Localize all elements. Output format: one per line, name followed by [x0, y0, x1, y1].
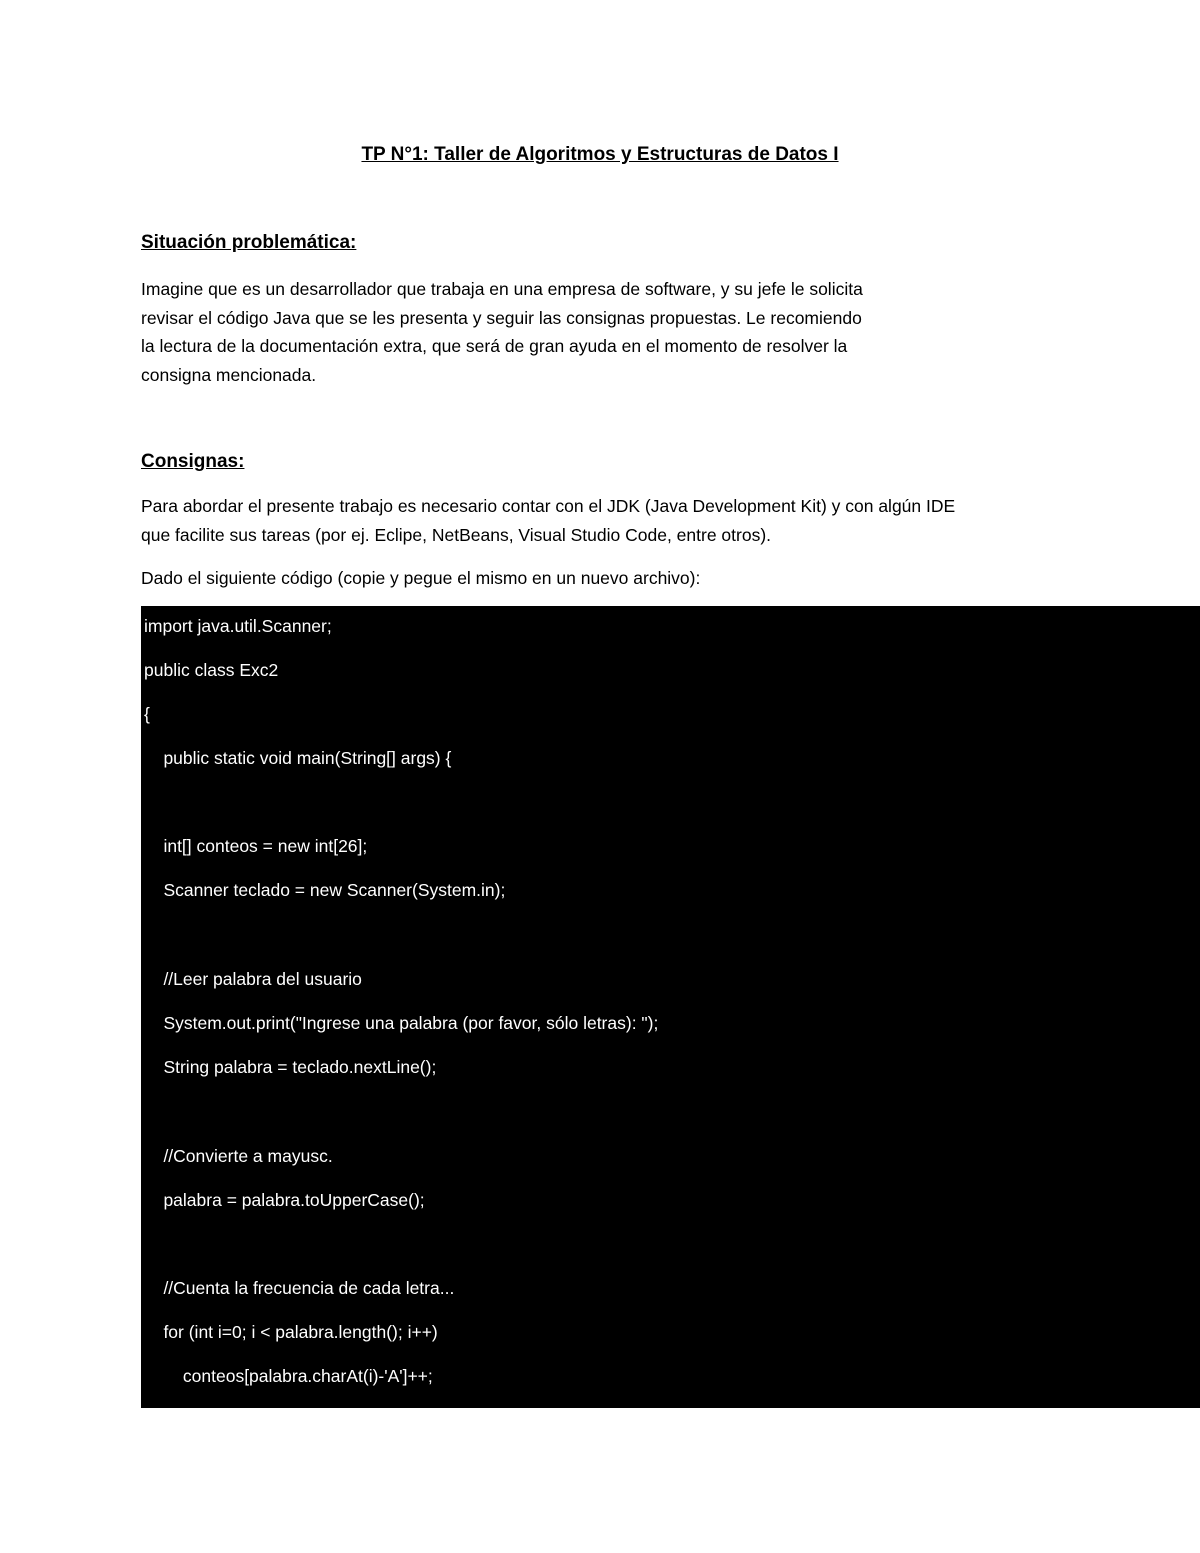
code-line: int[] conteos = new int[26];	[144, 836, 368, 856]
document-title: TP N°1: Taller de Algoritmos y Estructuras de Datos I	[361, 144, 839, 165]
code-intro-paragraph	[141, 564, 700, 593]
code-line: //Convierte a mayusc.	[144, 1146, 333, 1166]
paragraph-line: revisar el código Java que se les presenta y seguir las consignas propuestas. Le recomiendo	[141, 307, 862, 328]
code-line: public class Exc2	[144, 660, 279, 680]
code-line: for (int i=0; i < palabra.length(); i++)	[144, 1322, 438, 1342]
paragraph-line: la lectura de la documentación extra, que será de gran ayuda en el momento de resolver la	[141, 336, 848, 356]
paragraph-line: Imagine que es un desarrollador que trabaja en una empresa de software, y su jefe le solicita	[141, 279, 863, 299]
code-line: {	[144, 704, 150, 724]
section-heading-situacion: Situación problemática:	[141, 232, 357, 253]
code-line: palabra = palabra.toUpperCase();	[144, 1190, 425, 1210]
code-line: public static void main(String[] args) {	[144, 748, 452, 768]
paragraph-line: que facilite sus tareas (por ej. Eclipe, NetBeans, Visual Studio Code, entre otros).	[141, 524, 772, 545]
code-line: //Leer palabra del usuario	[144, 969, 362, 989]
code-line: System.out.print("Ingrese una palabra (por favor, sólo letras): ");	[144, 1013, 659, 1033]
code-line: import java.util.Scanner;	[144, 616, 332, 636]
situacion-paragraph	[141, 275, 863, 389]
code-line: //Cuenta la frecuencia de cada letra...	[144, 1278, 455, 1298]
code-line: String palabra = teclado.nextLine();	[144, 1057, 437, 1077]
paragraph-line: Para abordar el presente trabajo es necesario contar con el JDK (Java Development Kit) y con algún IDE	[141, 496, 956, 516]
section-heading-consignas: Consignas:	[141, 451, 245, 472]
code-line: Scanner teclado = new Scanner(System.in);	[144, 880, 506, 900]
code-block	[141, 606, 1200, 1408]
code-line: conteos[palabra.charAt(i)-'A']++;	[144, 1366, 433, 1386]
consignas-paragraph	[141, 492, 955, 549]
paragraph-line: Dado el siguiente código (copie y pegue el mismo en un nuevo archivo):	[141, 568, 701, 588]
paragraph-line: consigna mencionada.	[141, 364, 317, 385]
